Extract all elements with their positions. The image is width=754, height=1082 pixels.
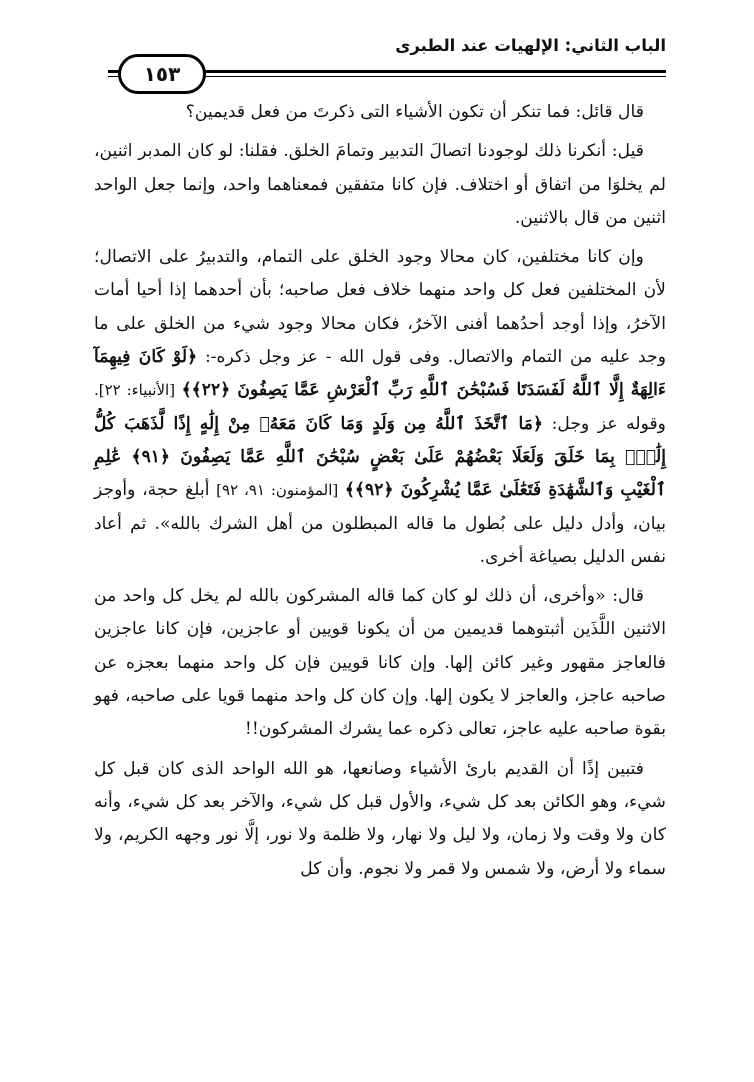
running-title: الباب الثاني: الإلهيات عند الطبرى	[395, 36, 666, 55]
argument-intro: وإن كانا مختلفين، كان محالا وجود الخلق على التمام، والتدبيرُ على الاتصال؛ لأن المختلفين فعل كل واحد منهما خلاف فعل صاحبه؛ بأن أحدهما إذا أحيا أمات الآخرُ، وإذا أوجد أحدُهما أفنى الآخرُ، فكان محالا وجود شيء من الخلق على ما وجد عليه من التمام والاتصال. وفى قول الله - عز وجل ذكره-:	[94, 247, 667, 368]
paragraph-argument	[94, 241, 666, 574]
argument-conclusion: أبلغ حجة، وأوجز بيان، وأدل دليل على بُطول ما قاله المبطلون من أهل الشرك بالله». ثم أعاد نفس الدليل بصياغة أخرى.	[94, 480, 666, 567]
page-number: ١٥٣	[118, 54, 206, 94]
argument-link: وقوله عز وجل:	[551, 413, 666, 434]
paragraph-answer: قيل: أنكرنا ذلك لوجودنا اتصالَ التدبير وتمامَ الخلق. فقلنا: لو كان المدبر اثنين، لم يخلوَا من اتفاق أو اختلاف. فإن كانا متفقين فمعناهما واحد، وإنما جعل الواحد اثنين من قال بالاثنين.	[94, 141, 666, 228]
quran-verse-anbiya: ﴿لَوْ كَانَ فِيهِمَآ ءَالِهَةٌ إِلَّا ٱللَّهُ لَفَسَدَتَا فَسُبْحَٰنَ ٱللَّهِ رَبِّ ٱلْعَرْشِ عَمَّا يَصِفُونَ ﴿٢٢﴾﴾	[94, 347, 667, 401]
paragraph-second-proof: قال: «وأخرى، أن ذلك لو كان كما قاله المشركون بالله لم يخل كل واحد من الاثنين اللَّذَين أثبتوهما قديمين من أن يكونا قويين أو عاجزين، فإن كانا عاجزين فالعاجز مقهور وغير كائن إلها. وإن كانا قويين فإن كل واحد منهما بعجزه عن صاحبه عاجز، والعاجز لا يكون إلها. وإن كان كل واحد منهما قويا على صاحبه، فهو بقوة صاحبه عليه عاجز، تعالى ذكره عما يشرك المشركون!!	[94, 586, 666, 740]
quran-verse-muminun: ﴿مَا ٱتَّخَذَ ٱللَّهُ مِن وَلَدٍ وَمَا كَانَ مَعَهُۥ مِنْ إِلَٰهٍ إِذًا لَّذَهَبَ كُلُّ إِلَٰهٍۭ بِمَا خَلَقَ وَلَعَلَا بَعْضُهُمْ عَلَىٰ بَعْضٍ سُبْحَٰنَ ٱللَّهِ عَمَّا يَصِفُونَ ﴿٩١﴾ عَٰلِمِ ٱلْغَيْبِ وَٱلشَّهَٰدَةِ فَتَعَٰلَىٰ عَمَّا يُشْرِكُونَ ﴿٩٢﴾﴾	[94, 413, 667, 501]
paragraph-conclusion: فتبين إذًا أن القديم بارئ الأشياء وصانعها، هو الله الواحد الذى كان قبل كل شيء، وهو الكائن بعد كل شيء، والأول قبل كل شيء، والآخر بعد كل شيء، وأنه كان ولا وقت ولا زمان، ولا ليل ولا نهار، ولا ظلمة ولا نور، إلَّا نور وجهه الكريم، ولا سماء ولا أرض، ولا شمس ولا قمر ولا نجوم. وأن كل	[94, 758, 666, 879]
paragraph-question: قال قائل: فما تنكر أن تكون الأشياء التى ذكرتَ من فعل قديمين؟	[185, 102, 644, 122]
body-text	[94, 96, 666, 892]
verse-ref-muminun: [المؤمنون: ٩١، ٩٢]	[216, 481, 339, 500]
verse-ref-anbiya: [الأنبياء: ٢٢].	[94, 381, 176, 400]
